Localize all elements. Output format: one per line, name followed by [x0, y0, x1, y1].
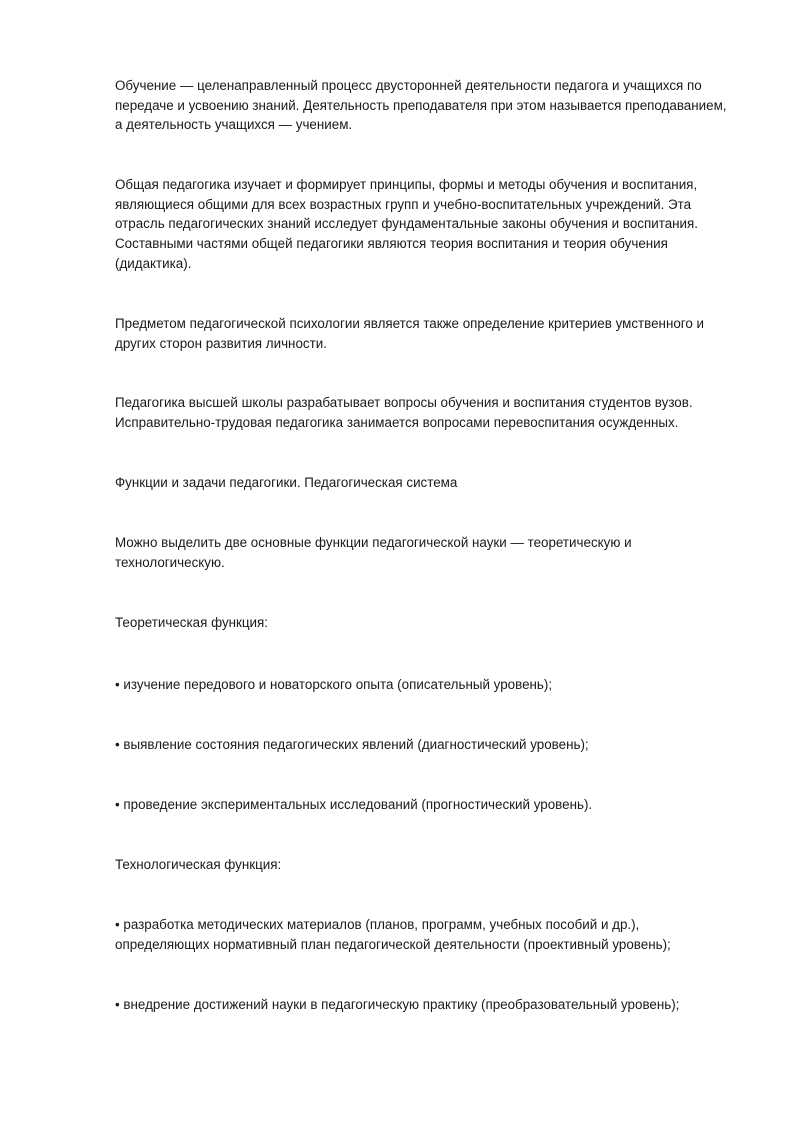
- paragraph-general-pedagogy: [115, 175, 740, 274]
- text-line: (дидактика).: [115, 255, 192, 271]
- section-heading-functions: [115, 473, 740, 493]
- paragraph-teaching-definition: [115, 76, 740, 135]
- label-technological-function: [115, 855, 740, 875]
- text-line: других сторон развития личности.: [115, 335, 327, 351]
- text-line: являющиеся общими для всех возрастных групп и учебно-воспитательных учреждений. Эта: [115, 196, 692, 212]
- paragraph-two-functions: [115, 533, 740, 572]
- text-line: • внедрение достижений науки в педагогическую практику (преобразовательный уровень);: [115, 997, 680, 1012]
- list-item: [115, 735, 740, 755]
- text-line: Можно выделить две основные функции педагогической науки — теоретическую и: [115, 535, 632, 550]
- text-line: Технологическая функция:: [115, 857, 282, 872]
- list-item: [115, 915, 740, 954]
- text-line: Теоретическая функция:: [115, 615, 269, 630]
- text-line: Функции и задачи педагогики. Педагогическая система: [115, 475, 458, 490]
- text-line: Общая педагогика изучает и формирует принципы, формы и методы обучения и воспитания,: [115, 177, 698, 192]
- text-line: а деятельность учащихся — учением.: [115, 117, 353, 133]
- text-line: определяющих нормативный план педагогической деятельности (проективный уровень);: [115, 936, 671, 952]
- paragraph-pedagogical-psychology: [115, 314, 740, 353]
- list-item: [115, 795, 740, 815]
- label-theoretical-function: [115, 613, 740, 633]
- text-line: отрасль педагогических знаний исследует фундаментальные законы обучения и воспитания.: [115, 216, 698, 232]
- text-line: • выявление состояния педагогических явлений (диагностический уровень);: [115, 737, 589, 752]
- list-item: [115, 675, 740, 695]
- text-line: Исправительно-трудовая педагогика занимается вопросами перевоспитания осужденных.: [115, 414, 679, 430]
- text-line: • изучение передового и новаторского опыта (описательный уровень);: [115, 677, 553, 692]
- paragraph-higher-school-pedagogy: [115, 393, 740, 432]
- list-item: [115, 995, 740, 1015]
- text-line: Педагогика высшей школы разрабатывает вопросы обучения и воспитания студентов вузов.: [115, 395, 693, 410]
- text-line: Предметом педагогической психологии является также определение критериев умственного и: [115, 316, 705, 331]
- text-line: • проведение экспериментальных исследований (прогностический уровень).: [115, 797, 593, 812]
- text-line: технологическую.: [115, 554, 225, 570]
- text-line: Обучение — целенаправленный процесс двусторонней деятельности педагога и учащихся по: [115, 78, 702, 93]
- text-line: Составными частями общей педагогики являются теория воспитания и теория обучения: [115, 236, 668, 252]
- text-line: • разработка методических материалов (планов, программ, учебных пособий и др.),: [115, 917, 640, 932]
- text-line: передаче и усвоению знаний. Деятельность преподавателя при этом называется преподаванием,: [115, 97, 727, 113]
